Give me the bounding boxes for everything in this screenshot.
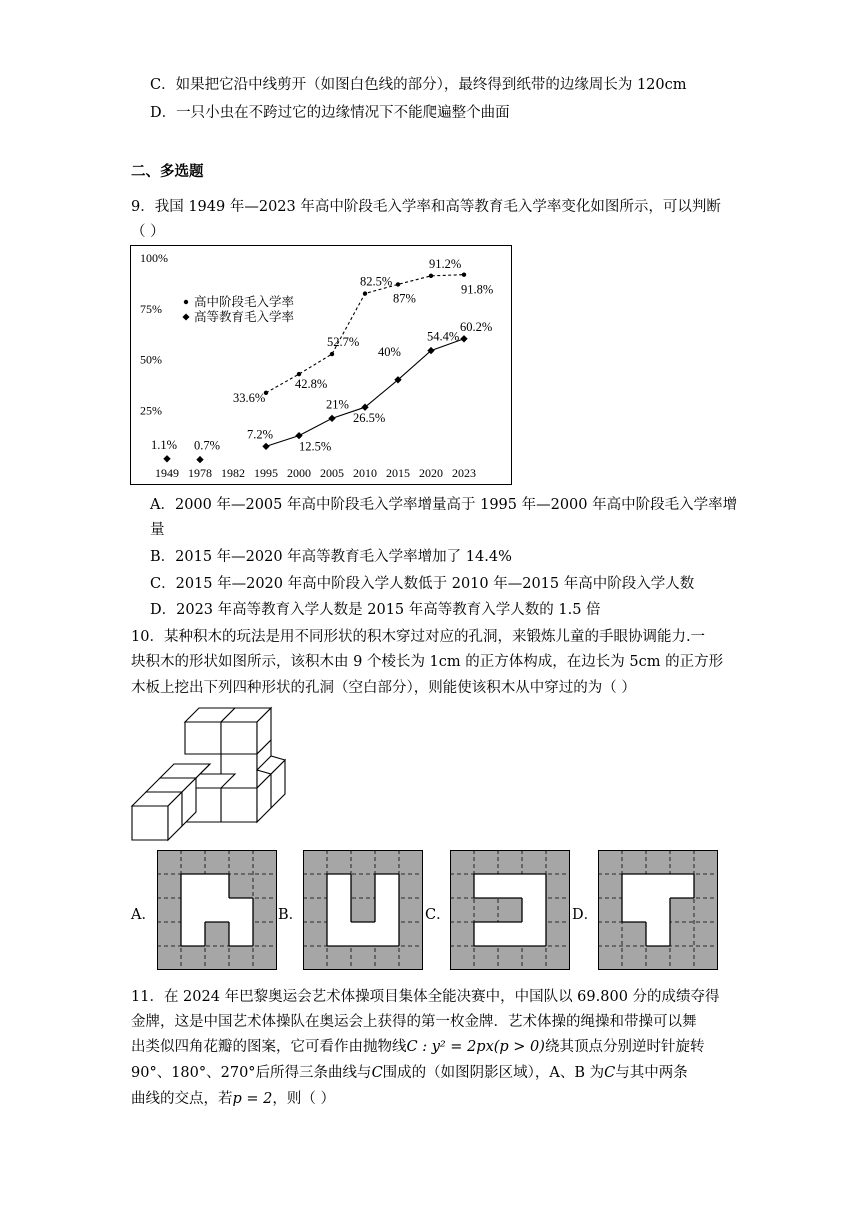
hole-cell bbox=[327, 874, 351, 898]
x-tick-label: 1978 bbox=[188, 466, 212, 480]
hole-cell bbox=[375, 898, 399, 922]
hole-cell bbox=[498, 874, 522, 898]
data-label: 91.8% bbox=[461, 282, 494, 297]
q10-option-a-label: A． bbox=[131, 907, 156, 923]
hole-cell bbox=[205, 874, 229, 898]
hole-cell bbox=[474, 922, 498, 946]
q10-line2: 块积木的形状如图所示，该积木由 9 个棱长为 1cm 的正方体构成，在边长为 5cm 的正方形 bbox=[131, 654, 724, 670]
x-tick-label: 2023 bbox=[452, 466, 476, 480]
section-title: 二、多选题 bbox=[131, 164, 204, 180]
board bbox=[451, 851, 570, 970]
data-label: 40% bbox=[378, 344, 401, 359]
q10-option-b-label: B． bbox=[278, 907, 304, 923]
hole-cell bbox=[622, 898, 646, 922]
q11-line1: 11．在 2024 年巴黎奥运会艺术体操项目集体全能决赛中，中国队以 69.800 分的成绩夺得 bbox=[131, 989, 720, 1005]
hole-cell bbox=[181, 874, 205, 898]
hole-option-b bbox=[303, 850, 423, 970]
q11-line5: 曲线的交点，若p = 2，则（ ） bbox=[131, 1091, 335, 1107]
x-tick-label: 2010 bbox=[353, 466, 377, 480]
q9-option-b: B．2015 年—2020 年高等教育毛入学率增加了 14.4% bbox=[150, 549, 512, 565]
data-label: 1.1% bbox=[151, 437, 178, 452]
data-label: 87% bbox=[393, 291, 416, 306]
hole-cell bbox=[375, 922, 399, 946]
data-point bbox=[330, 352, 334, 356]
data-point bbox=[396, 282, 400, 286]
data-point bbox=[297, 372, 301, 376]
q10-option-d-label: D． bbox=[572, 907, 599, 923]
q9-stem-line1: 9．我国 1949 年—2023 年高中阶段毛入学率和高等教育毛入学率变化如图所示，可以判断 bbox=[131, 199, 721, 215]
data-label: 42.8% bbox=[295, 377, 328, 392]
data-label: 21% bbox=[326, 397, 349, 412]
block-figure bbox=[128, 700, 293, 845]
hole-cell bbox=[181, 922, 205, 946]
q9-option-d: D．2023 年高等教育入学人数是 2015 年高等教育入学人数的 1.5 倍 bbox=[150, 602, 601, 618]
data-label: 0.7% bbox=[194, 438, 221, 453]
q9-option-a-line2: 量 bbox=[150, 522, 165, 538]
hole-cell bbox=[646, 898, 670, 922]
data-label: 33.6% bbox=[233, 390, 266, 405]
y-tick-label: 100% bbox=[140, 251, 168, 265]
option-c-prev: C．如果把它沿中线剪开（如图白色线的部分），最终得到纸带的边缘周长为 120cm bbox=[150, 77, 687, 93]
q10-option-c-label: C． bbox=[425, 907, 451, 923]
hole-cell bbox=[351, 922, 375, 946]
q11-line2: 金牌，这是中国艺术体操队在奥运会上获得的第一枚金牌．艺术体操的绳操和带操可以舞 bbox=[131, 1014, 697, 1030]
option-d-prev: D．一只小虫在不跨过它的边缘情况下不能爬遍整个曲面 bbox=[150, 105, 510, 121]
x-tick-label: 2015 bbox=[386, 466, 410, 480]
hole-option-d bbox=[598, 850, 718, 970]
y-tick-label: 25% bbox=[140, 403, 162, 418]
data-label: 82.5% bbox=[360, 274, 393, 289]
q10-line3: 木板上挖出下列四种形状的孔洞（空白部分），则能使该积木从中穿过的为（ ） bbox=[131, 680, 636, 696]
legend-entry: 高中阶段毛入学率 bbox=[194, 295, 295, 309]
legend-entry: 高等教育毛入学率 bbox=[194, 310, 295, 324]
data-label: 60.2% bbox=[460, 319, 493, 334]
hole-cell bbox=[474, 874, 498, 898]
hole-cell bbox=[646, 874, 670, 898]
data-point bbox=[429, 274, 433, 278]
data-label: 12.5% bbox=[299, 439, 332, 454]
enrollment-chart bbox=[130, 245, 512, 485]
data-label: 7.2% bbox=[247, 427, 274, 442]
data-label: 26.5% bbox=[353, 411, 386, 426]
x-tick-label: 1995 bbox=[254, 466, 278, 480]
data-point bbox=[462, 272, 466, 276]
q9-option-a-line1: A．2000 年—2005 年高中阶段毛入学率增量高于 1995 年—2000 年高中阶段毛入学率增 bbox=[150, 497, 738, 513]
data-point bbox=[363, 291, 367, 295]
board bbox=[304, 851, 423, 970]
hole-cell bbox=[327, 922, 351, 946]
q9-option-c: C．2015 年—2020 年高中阶段入学人数低于 2010 年—2015 年高中阶段入学人数 bbox=[150, 576, 695, 592]
hole-cell bbox=[498, 922, 522, 946]
legend-marker-circle bbox=[184, 300, 188, 304]
parabola-equation: C : y² = 2px(p > 0) bbox=[406, 1039, 545, 1055]
data-label: 91.2% bbox=[429, 256, 462, 271]
hole-cell bbox=[622, 874, 646, 898]
hole-cell bbox=[646, 922, 670, 946]
x-tick-label: 2005 bbox=[320, 466, 344, 480]
hole-cell bbox=[375, 874, 399, 898]
hole-cell bbox=[522, 922, 546, 946]
hole-cell bbox=[522, 898, 546, 922]
hole-cell bbox=[327, 898, 351, 922]
q11-line4: 90°、180°、270°后所得三条曲线与C围成的（如图阴影区域），A、B 为C与其中两条 bbox=[131, 1065, 688, 1081]
hole-option-c bbox=[450, 850, 570, 970]
q11-line3: 出类似四角花瓣的图案，它可看作由抛物线C : y² = 2px(p > 0)绕其顶点分别逆时针旋转 bbox=[131, 1039, 705, 1055]
hole-option-a bbox=[157, 850, 277, 970]
data-label: 54.4% bbox=[427, 329, 460, 344]
hole-cell bbox=[229, 898, 253, 922]
y-tick-label: 75% bbox=[140, 301, 162, 316]
q9-stem-line2: （ ） bbox=[131, 224, 165, 240]
data-label: 52.7% bbox=[327, 335, 360, 350]
x-tick-label: 2000 bbox=[287, 466, 311, 480]
x-tick-label: 2020 bbox=[419, 466, 443, 480]
x-tick-label: 1982 bbox=[221, 466, 245, 480]
hole-cell bbox=[205, 898, 229, 922]
y-tick-label: 50% bbox=[140, 352, 162, 367]
hole-cell bbox=[181, 898, 205, 922]
hole-cell bbox=[670, 874, 694, 898]
x-tick-label: 1949 bbox=[155, 466, 179, 480]
q10-line1: 10．某种积木的玩法是用不同形状的积木穿过对应的孔洞，来锻炼儿童的手眼协调能力.一 bbox=[131, 629, 706, 645]
hole-cell bbox=[229, 922, 253, 946]
hole-cell bbox=[522, 874, 546, 898]
